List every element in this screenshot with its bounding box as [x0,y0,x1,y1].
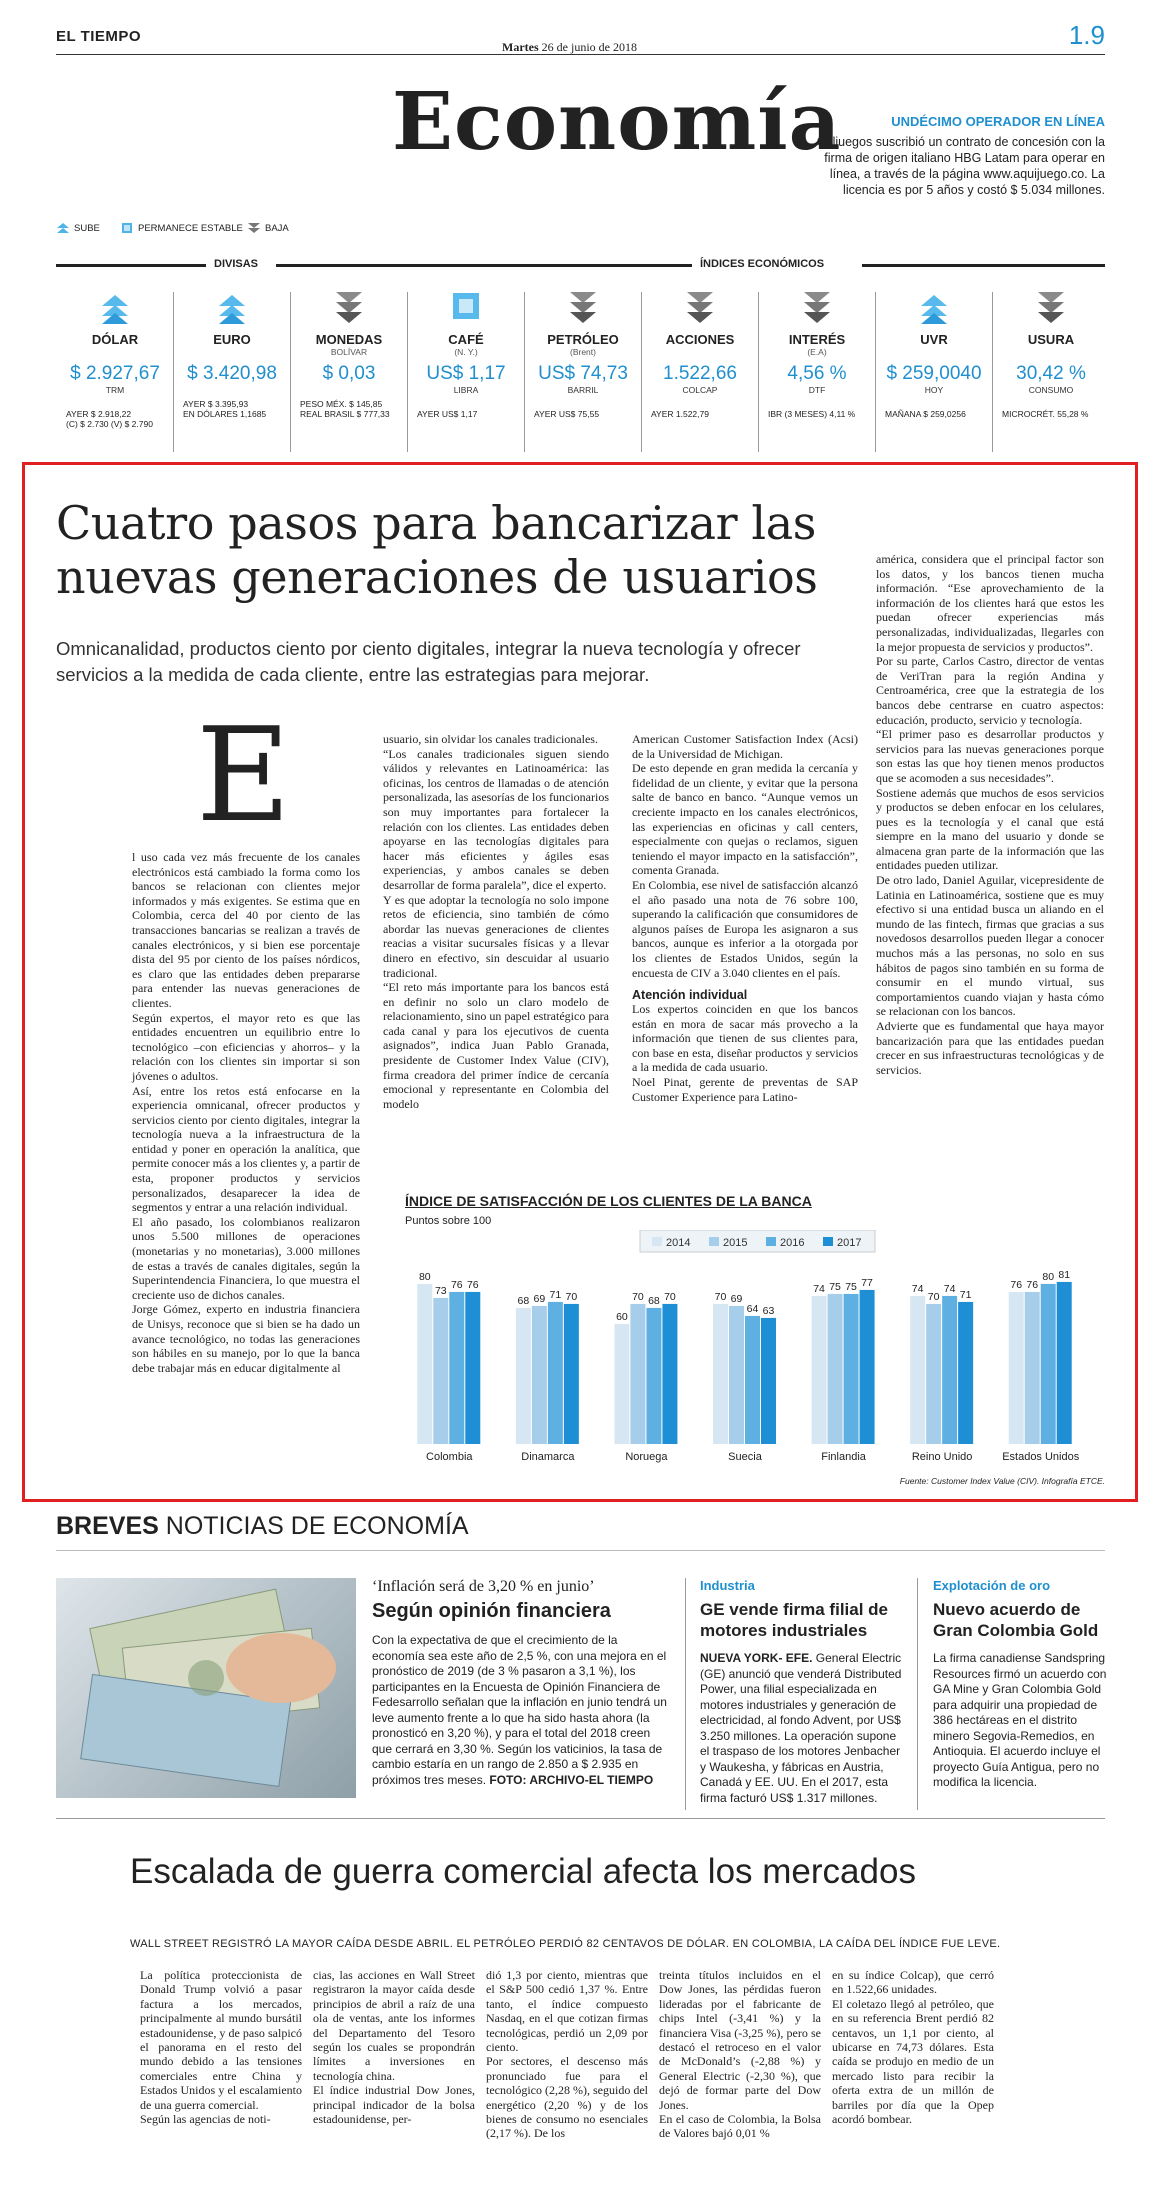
indicator-unit: BARRIL [567,385,599,395]
indicator-subname [875,347,993,357]
article2-column-3: dió 1,3 por ciento, mientras que el S&P 500 cedió 1,37 %. Entre tanto, el índice compuesto Nasdaq, en el que cotizan firmas tecnológicas, perdió un 2,09 por ciento. Por sectores, el descenso más pronunciado fue para el tecnológico (2,28 %), seguido del energético (2,20 %) y de los bienes de consumo no esenciales (2,17 %). De los [486,1968,648,2141]
data-label: 69 [730,1292,743,1305]
data-label: 70 [664,1290,676,1303]
bar-suecia-2017 [761,1318,776,1444]
legend-swatch-2014 [652,1237,662,1246]
indicator-unit: LIBRA [453,385,479,395]
indicator-divider [407,292,408,452]
indicator-footnote [407,409,525,419]
legend-swatch-2015 [709,1237,719,1246]
indicator-foot-line-2: REAL BRASIL $ 777,33 [300,409,390,419]
indicator-name: PETRÓLEO [547,332,619,347]
bar-dinamarca-2017 [564,1304,579,1444]
category-label-dinamarca: Dinamarca [521,1451,575,1463]
data-label: 76 [1026,1278,1039,1291]
indicators-header [56,258,1105,272]
legend-label-2015: 2015 [723,1237,748,1249]
legend-label-2016: 2016 [780,1237,805,1249]
indicator-dólar [56,290,174,429]
bar-dinamarca-2015 [532,1306,547,1444]
stable-square-icon [407,290,525,324]
indicator-monedas [290,290,408,419]
data-label: 74 [911,1282,924,1295]
section-title: Economía [392,74,842,168]
stable-square-icon [120,222,134,234]
indicator-name: UVR [920,332,948,347]
article-column-4: américa, considera que el principal factor son los datos, y los bancos tienen mucha información. “Ese aprovechamiento de la información de los clientes hará que estos les puedan ofrecer experiencias más personalizadas, individualizadas, llegarles con la mejor propuesta de servicios y productos”. Por su parte, Carlos Castro, director de ventas de VeriTran para la región Andina y Centroamérica, cree que la estrategia de los bancos debe centrarse en cuatro aspectos: educación, producto, servicio y tecnología. “El primer paso es desarrollar productos y servicios para las nuevas generaciones porque son estas las que hoy tienen menos productos que se acomoden a sus necesidades”. Sostiene además que muchos de esos servicios y productos se deben enfocar en los celulares, pues es la tecnología y el canal que está siempre en la mano del usuario y donde se almacena gran parte de la información que las entidades pueden utilizar. De otro lado, Daniel Aguilar, vicepresidente de Latinia en Latinoamérica, sostiene que es muy efectivo si una entidad busca un aliando en el mundo de las fintech, firmas que gracias a sus novedosos desarrollos pueden llegar a conocer muchos más a las personas, no solo en sus hábitos de pagos sino también en su forma de consumir en el mundo virtual, sus comportamientos cuando viajan y hasta cómo se relacionan con los bancos. Advierte que es fundamental que haya mayor bancarización para que las entidades puedan crecer en sus infraestructuras tecnológicas y de servicios. [876,552,1104,1077]
indicator-name: ACCIONES [665,332,735,347]
indicator-value: 1.522,66 [663,363,737,384]
data-label: 80 [418,1270,431,1283]
indicator-foot-line-2: EN DÓLARES 1,1685 [183,409,267,419]
bar-dinamarca-2016 [548,1302,563,1444]
indicator-foot-line-1: AYER $ 3.395,93 [183,399,249,409]
indicator-footnote [641,409,759,419]
bar-suecia-2014 [713,1304,728,1444]
category-label-noruega: Noruega [625,1451,668,1463]
bar-noruega-2014 [614,1324,629,1444]
data-label: 70 [632,1290,644,1303]
bar-colombia-2016 [449,1292,464,1444]
article-column-1: l uso cada vez más frecuente de los canales electrónicos está cambiado la forma como los bancos se relacionan con clientes mejor informados y más exigentes. Se estima que en Colombia, cerca del 40 por ciento de las transacciones bancarias se realizan a través de canales electrónicos, y si bien ese porcentaje dista del 95 por ciento de los países nórdicos, es claro que las entidades deben prepararse para entender las nuevas generaciones de clientes. Según expertos, el mayor reto es que las entidades encuentren un equilibrio entre lo tecnológico –con eficiencias y ahorros– y la relación con los clientes sin importar si son jóvenes o adultos. Así, entre los retos está enfocarse en la experiencia omnicanal, ofrecer productos y servicios ciento por ciento digitales, integrar la tecnología nueva a la infraestructura de la entidad y poner en operación la analítica, que permite conocer más a los clientes y, a partir de esta, proponer productos y servicios personalizados, desaparecer la idea de segmentos y entrar a una relación individual. El año pasado, los colombianos realizaron unos 5.500 millones de operaciones (monetarias y no monetarias), 3.000 millones de estas a través de canales digitales, según la Superintendencia Financiera, lo que muestra el creciente uso de dichos canales. Jorge Gómez, experto en industria financiera de Unisys, reconoce que si bien se ha dado un avance tecnológico, no todas las generaciones son hábiles en su manejo, por lo que la banca debe trabajar más en educar digitalmente al [132,850,360,1375]
indicator-divider [290,292,291,452]
bar-colombia-2014 [417,1284,432,1444]
promo-title: UNDÉCIMO OPERADOR EN LÍNEA [891,114,1105,129]
breves-label-rest: NOTICIAS DE ECONOMÍA [158,1512,469,1540]
breves-bottom-rule [56,1818,1105,1819]
drop-cap: E [196,699,291,851]
bar-estados-unidos-2015 [1025,1292,1040,1444]
down-arrow-icon [247,222,261,234]
indicator-foot-line-1: AYER $ 2.918,22 [66,409,132,419]
bar-estados-unidos-2017 [1057,1282,1072,1444]
breves-heading [56,1512,469,1541]
indicator-café [407,290,525,419]
satisfaction-bar-chart [400,1230,1090,1470]
indicator-unit: HOY [924,385,944,395]
bar-estados-unidos-2014 [1009,1292,1024,1444]
indicator-footnote [56,409,174,429]
bar-noruega-2016 [646,1308,661,1444]
category-label-colombia: Colombia [426,1451,473,1463]
money-photo [56,1578,356,1798]
legend-down [247,222,289,234]
legend-stable-label: PERMANECE ESTABLE [138,222,243,234]
indicator-foot-line-1: PESO MÉX. $ 145,85 [300,399,383,409]
indicator-subname: (Brent) [570,347,596,357]
indicator-subname: BOLÍVAR [330,347,368,357]
indicator-foot-line-2: IBR (3 MESES) 4,11 % [768,409,856,419]
indicator-name: MONEDAS [315,332,383,347]
data-label: 74 [813,1282,825,1295]
legend-swatch-2017 [823,1237,833,1246]
indicator-acciones [641,290,759,419]
indicator-unit: TRM [105,385,125,395]
article2-column-2: cias, las acciones en Wall Street registraron la mayor caída desde principios de abril a raíz de una ola de ventas, ante los informes del Departamento del Tesoro según los cuales se propondrán límites a inversiones en tecnología china. El índice industrial Dow Jones, principal indicador de la bolsa estadounidense, per- [313,1968,475,2127]
indicator-subname [173,347,291,357]
down-arrow-icon [641,290,759,324]
indicator-footnote [875,409,993,419]
indicator-name: DÓLAR [91,332,139,347]
legend-label-2014: 2014 [666,1237,691,1249]
indicator-footnote [992,409,1110,419]
indicator-footnote [290,399,408,419]
rule-mid [276,264,738,267]
data-label: 71 [549,1288,562,1301]
legend-down-label: BAJA [265,222,289,234]
indicator-divider [173,292,174,452]
down-arrow-icon [758,290,876,324]
up-arrow-icon [173,290,291,324]
up-arrow-icon [56,290,174,324]
bar-reino-unido-2015 [926,1304,941,1444]
indicator-divider [992,292,993,452]
indicator-foot-line-2: MICROCRÉT. 55,28 % [1002,409,1089,419]
legend-up-label: SUBE [74,222,100,234]
article-deck: Omnicanalidad, productos ciento por ciento digitales, integrar la nueva tecnología y ofrecer servicios a la medida de cada cliente, entre las estrategias para mejorar. [56,638,801,685]
article-headline: Cuatro pasos para bancarizar las nuevas generaciones de usuarios [56,496,818,604]
divisas-label: DIVISAS [214,258,259,270]
breve-oro [933,1578,1108,1791]
bar-colombia-2017 [465,1292,480,1444]
data-label: 71 [959,1288,972,1301]
article-column-2: usuario, sin olvidar los canales tradicionales. “Los canales tradicionales siguen siendo válidos y relevantes en Latinoamérica: las oficinas, los centros de llamadas o de atención personalizada, las asesorías de los funcionarios son muy importantes para fortalecer la relación con los clientes. Las entidades deben apoyarse en las tecnologías digitales para hacer más eficientes y ágiles esas experiencias, y ambos canales se deben desarrollar de forma paralela”, dice el experto. Y es que adoptar la tecnología no solo impone retos de eficiencia, sino también de cómo abordar las nuevas generaciones de clientes reacias a visitar sucursales físicas y a llevar dinero en efectivo, sin descuidar al usuario tradicional. “El reto más importante para los bancos está en definir no solo un claro modelo de relacionamiento, sino un papel estratégico para cada canal y para los ejecutivos de cuenta asignados”, indica Juan Pablo Granada, presidente de Customer Index Value (CIV), firma creadora del primer índice de cercanía emocional y representante en Colombia del modelo [383,732,609,1111]
bar-finlandia-2015 [828,1294,843,1444]
issue-date [502,40,637,55]
indicator-value: 4,56 % [787,363,847,384]
data-label: 68 [517,1294,530,1307]
indicator-footnote [173,399,291,419]
bar-finlandia-2014 [812,1296,827,1444]
indices-label: ÍNDICES ECONÓMICOS [692,258,832,270]
data-label: 80 [1042,1270,1055,1283]
header-rule [56,54,1105,55]
article-column-3-text-b: Los expertos coinciden en que los bancos están en mora de sacar más provecho a la información que tienen de sus clientes para, con base en esta, diseñar productos y servicios a la medida de cada usuario. Noel Pinat, gerente de preventas de SAP Customer Experience para Latino- [632,1002,858,1104]
legend-stable [120,222,243,234]
indicator-footnote [758,409,876,419]
column-divider [685,1578,686,1810]
indicator-petróleo [524,290,642,419]
indicator-uvr [875,290,993,419]
article2-column-1: La política proteccionista de Donald Trump volvió a pasar factura a los mercados, principalmente al mundo bursátil estadounidense, y de paso salpicó el panorama en el resto del mundo debido a las tensiones comerciales entre China y Estados Unidos y el escalamiento de una guerra comercial. Según las agencias de noti- [140,1968,302,2127]
bar-finlandia-2016 [844,1294,859,1444]
industria-body: General Electric (GE) anunció que venderá Distributed Power, una filial especializada en motores industriales y generación de electricidad, al fondo Advent, por US$ 3.250 millones. La operación supone el traspaso de los motores Jenbacher y Waukesha, y fábricas en Austria, Canadá y EE. UU. En el 2017, esta firma facturó US$ 1.317 millones. [700,1651,902,1805]
indicator-name: EURO [213,332,251,347]
indicator-unit: DTF [808,385,826,395]
indicator-value: $ 3.420,98 [187,363,277,384]
indicator-usura [992,290,1110,419]
chart-title: ÍNDICE DE SATISFACCIÓN DE LOS CLIENTES DE LA BANCA [405,1193,812,1209]
breve-text [372,1633,672,1788]
data-label: 77 [861,1276,873,1289]
bar-colombia-2015 [433,1298,448,1444]
indicator-subname [641,347,759,357]
category-label-estados-unidos: Estados Unidos [1002,1451,1080,1463]
photo-credit: FOTO: ARCHIVO-EL TIEMPO [489,1772,654,1787]
data-label: 70 [565,1290,578,1303]
indicator-subname [992,347,1110,357]
bar-noruega-2015 [630,1304,645,1444]
indicator-divider [758,292,759,452]
breve-industria [700,1578,905,1806]
legend-swatch-2016 [766,1237,776,1246]
breve-title: Según opinión financiera [372,1600,611,1622]
data-label: 74 [943,1282,956,1295]
data-label: 70 [714,1290,727,1303]
data-label: 76 [466,1278,479,1291]
column-divider [917,1578,918,1810]
down-arrow-icon [524,290,642,324]
data-label: 76 [450,1278,463,1291]
newspaper-name: EL TIEMPO [56,28,142,45]
down-arrow-icon [290,290,408,324]
oro-title: Nuevo acuerdo de Gran Colombia Gold [933,1600,1099,1640]
bar-suecia-2015 [729,1306,744,1444]
indicator-divider [641,292,642,452]
indicator-value: $ 2.927,67 [70,363,160,384]
indicator-foot-line-2: MAÑANA $ 259,0256 [885,409,966,419]
indicator-name: USURA [1027,332,1075,347]
data-label: 81 [1058,1268,1071,1281]
legend-up [56,222,100,234]
rule-left [56,264,206,267]
date-day: Martes [502,40,539,54]
bar-reino-unido-2014 [910,1296,925,1444]
date-rest: 26 de junio de 2018 [541,40,637,54]
money-illustration [56,1578,356,1798]
indicator-value: 30,42 % [1016,363,1086,384]
data-label: 63 [762,1304,775,1317]
indicator-foot-line-2: AYER US$ 1,17 [417,409,478,419]
breves-rule [56,1550,1105,1551]
indicator-footnote [524,409,642,419]
bar-finlandia-2017 [860,1290,875,1444]
industria-dateline: NUEVA YORK- EFE. [700,1651,813,1665]
category-label-finlandia: Finlandia [821,1451,866,1463]
bar-reino-unido-2017 [958,1302,973,1444]
bar-dinamarca-2014 [516,1308,531,1444]
oro-text: La firma canadiense Sandspring Resources firmó un acuerdo con GA Mine y Gran Colombia Gold para adquirir una propiedad de 386 hectáreas en el distrito minero Segovia-Remedios, en Antioquia. El acuerdo incluye el proyecto Guía Antigua, pero no modifica la licencia. [933,1651,1107,1789]
data-label: 60 [616,1310,628,1323]
indicator-euro [173,290,291,419]
data-label: 73 [434,1284,447,1297]
indicator-value: US$ 1,17 [426,363,506,384]
indicator-foot-line-2: AYER 1.522,79 [651,409,709,419]
indicator-value: $ 259,0040 [886,363,982,384]
page-number: 1.9 [1068,20,1105,50]
category-label-reino-unido: Reino Unido [911,1451,973,1463]
indicator-subname: (N. Y.) [454,347,478,357]
indicator-name: INTERÉS [788,332,846,347]
breve-quote: ‘Inflación será de 3,20 % en junio’ [372,1578,595,1595]
down-arrow-icon [992,290,1110,324]
article-column-3-text: American Customer Satisfaction Index (Acsi) de la Universidad de Michigan. De esto depende en gran medida la cercanía y fidelidad de un cliente, y evitar que la persona salte de banco en banco. “Aunque vemos un creciente impacto en los canales electrónicos, las experiencias en oficinas y call centers, especialmente con quejas o reclamos, siguen teniendo el mayor impacto en la satisfacción”, comenta Granada. En Colombia, ese nivel de satisfacción alcanzó el año pasado una nota de 76 sobre 100, superando la calificación que consumidores de algunos países de Europa les asignaron a sus bancos, aunque es inferior a la otorgada por los clientes de Estados Unidos, según la encuesta de CIV a 3.040 clientes en el país. [632,732,858,980]
chart-subtitle: Puntos sobre 100 [405,1215,492,1227]
article-subhead: Atención individual [632,988,748,1003]
category-label-suecia: Suecia [728,1451,762,1463]
article-column-3 [632,732,858,1104]
data-label: 70 [927,1290,940,1303]
industria-kicker: Industria [700,1578,755,1593]
indicator-subname [56,347,174,357]
indicator-foot-line-2: AYER US$ 75,55 [534,409,600,419]
indicator-unit: CONSUMO [1028,385,1074,395]
indicator-foot-line-2: (C) $ 2.730 (V) $ 2.790 [66,419,153,429]
bar-reino-unido-2016 [942,1296,957,1444]
bar-noruega-2017 [662,1304,677,1444]
article2-lead: WALL STREET REGISTRÓ LA MAYOR CAÍDA DESDE ABRIL. EL PETRÓLEO PERDIÓ 82 CENTAVOS DE DÓLAR. EN COLOMBIA, LA CAÍDA DEL ÍNDICE FUE LEVE. [130,1938,1001,1950]
article2-column-4: treinta títulos incluidos en el Dow Jones, las pérdidas fueron lideradas por el fabricante de chips Intel (-3,41 %) y la financiera Visa (-3,25 %), pero se destacó el retroceso en el valor de McDonald’s (-2,88 %) y General Electric (-2,30 %), que dejó de formar parte del Dow Jones. En el caso de Colombia, la Bolsa de Valores bajó 0,01 % [659,1968,821,2141]
indicator-interés [758,290,876,419]
article2-column-5: en su índice Colcap), que cerró en 1.522,66 unidades. El coletazo llegó al petróleo, que en su referencia Brent perdió 82 centavos, un 1,1 por ciento, al ubicarse en 74,73 dólares. Esta caída se produjo en medio de un mercado listo para recibir la oferta extra de un millón de barriles por día que la Opep acordó bombear. [832,1968,994,2127]
indicator-name: CAFÉ [448,332,484,347]
indicator-divider [875,292,876,452]
promo-text: Coljuegos suscribió un contrato de concesión con la firma de origen italiano HBG Latam para operar en línea, a través de la página www.aquijuego.co. La licencia es por 5 años y costó $ 5.034 millones. [816,135,1105,197]
up-arrow-icon [56,222,70,234]
indicator-value: US$ 74,73 [538,363,628,384]
breves-label-bold: BREVES [56,1512,159,1540]
breve-body: Con la expectativa de que el crecimiento de la economía sea este año de 2,5 %, con una mejora en el pronóstico de 2019 (de 3 % pasaron a 3,1 %), los participantes en la Encuesta de Opinión Financiera de Fedesarrollo señalan que la inflación en junio tendrá un leve aumento frente a lo que ha sido hasta ahora (la pronosticó en 3,20 %), y para el total del 2018 creen que cerrará en 3,30 %. Según los vaticinios, la tasa de cambio estaría en un rango de 2.850 a $ 2.935 en próximos tres meses. [372,1633,667,1787]
data-label: 69 [533,1292,546,1305]
oro-kicker: Explotación de oro [933,1578,1051,1593]
chart-source: Fuente: Customer Index Value (CIV). Infografía ETCE. [899,1476,1105,1486]
indicator-subname: (E.A) [807,347,827,357]
indicator-unit: COLCAP [682,385,718,395]
data-label: 64 [746,1302,759,1315]
article2-headline: Escalada de guerra comercial afecta los mercados [130,1852,916,1891]
industria-text [700,1651,905,1806]
data-label: 68 [648,1294,660,1307]
bar-estados-unidos-2016 [1041,1284,1056,1444]
legend-label-2017: 2017 [837,1237,862,1249]
breve-inflacion [372,1578,672,1788]
indicator-value: $ 0,03 [322,363,376,384]
up-arrow-icon [875,290,993,324]
data-label: 76 [1010,1278,1023,1291]
bar-suecia-2016 [745,1316,760,1444]
indicator-divider [524,292,525,452]
industria-title: GE vende firma filial de motores industriales [700,1600,889,1640]
data-label: 75 [845,1280,857,1293]
data-label: 75 [829,1280,841,1293]
rule-right [862,264,1105,267]
